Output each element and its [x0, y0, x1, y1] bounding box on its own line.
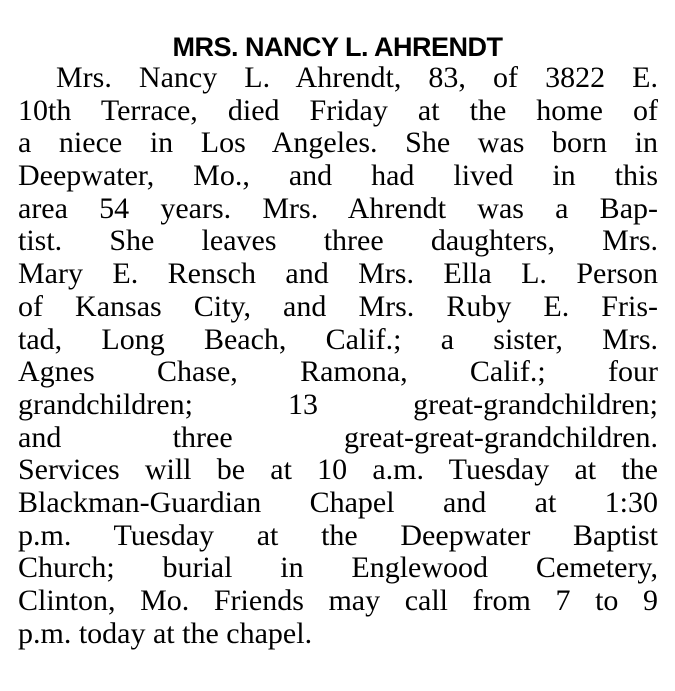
obituary-line: Blackman-Guardian Chapel and at 1:30 [18, 485, 658, 519]
obituary-line: a niece in Los Angeles. She was born in [18, 126, 658, 160]
obituary-line: of Kansas City, and Mrs. Ruby E. Fris- [18, 289, 658, 323]
obituary-line: Agnes Chase, Ramona, Calif.; four [18, 355, 658, 389]
obituary-body [18, 62, 658, 650]
obituary-line: Services will be at 10 a.m. Tuesday at the [18, 453, 658, 487]
obituary-line: tist. She leaves three daughters, Mrs. [18, 224, 658, 258]
obituary-headline: MRS. NANCY L. AHRENDT [172, 32, 503, 62]
obituary-line: and three great-great-grandchildren. [18, 420, 658, 454]
obituary-line: 10th Terrace, died Friday at the home of [18, 93, 658, 127]
obituary-line: p.m. today at the chapel. [18, 616, 313, 650]
obituary-line: Mrs. Nancy L. Ahrendt, 83, of 3822 E. [56, 61, 658, 94]
obituary-line: area 54 years. Mrs. Ahrendt was a Bap- [18, 191, 658, 225]
obituary-line: grandchildren; 13 great-grandchildren; [18, 387, 658, 421]
obituary-line: Church; burial in Englewood Cemetery, [18, 551, 658, 585]
obituary-line: Deepwater, Mo., and had lived in this [18, 159, 658, 193]
obituary-line: p.m. Tuesday at the Deepwater Baptist [18, 518, 658, 552]
obituary-line: tad, Long Beach, Calif.; a sister, Mrs. [18, 322, 658, 356]
obituary-line: Clinton, Mo. Friends may call from 7 to 9 [18, 584, 658, 617]
obituary-line: Mary E. Rensch and Mrs. Ella L. Person [18, 257, 658, 291]
